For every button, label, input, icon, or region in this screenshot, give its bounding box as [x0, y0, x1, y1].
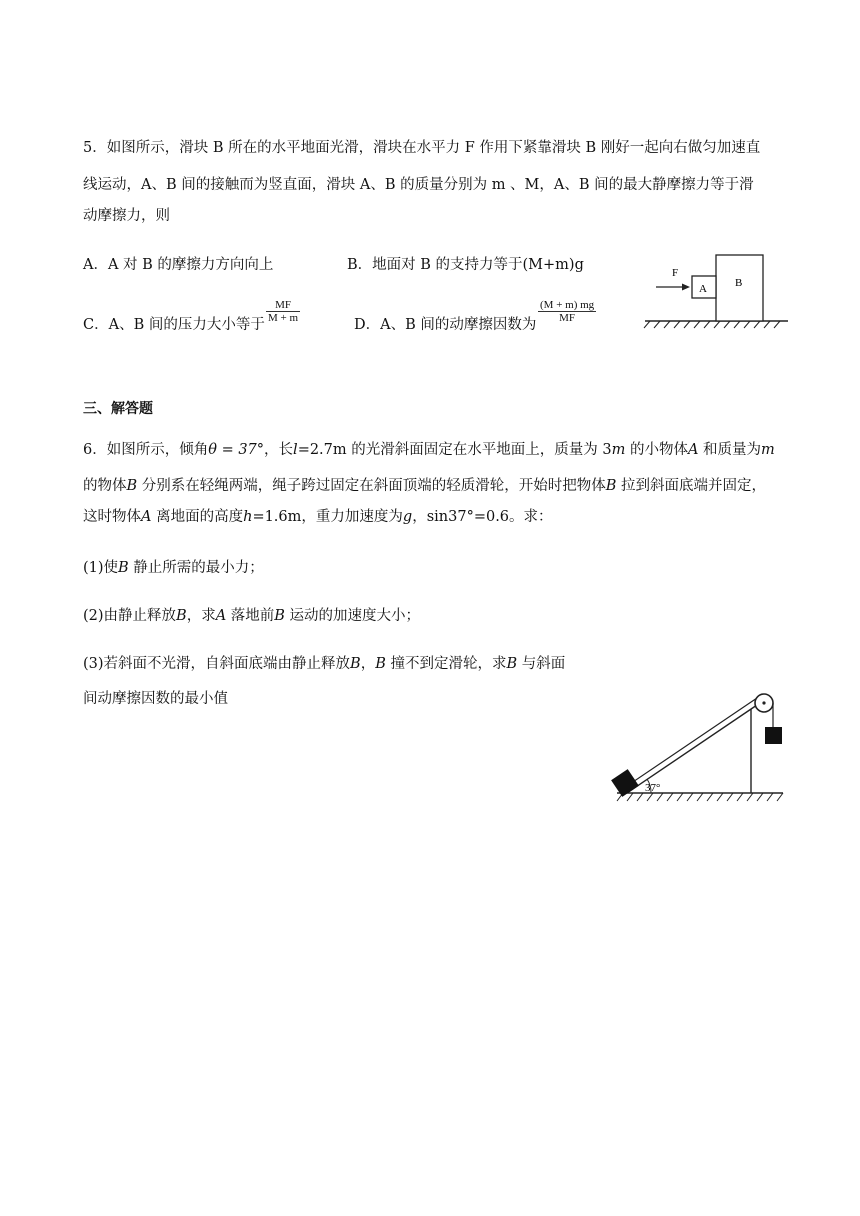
- q5-option-c-numerator: MF: [275, 299, 291, 311]
- block-a-label: A: [699, 283, 707, 295]
- text: 撞不到定滑轮，求: [385, 656, 507, 672]
- rope-along-incline: [627, 698, 757, 786]
- var: B: [274, 608, 285, 624]
- text: 离地面的高度: [151, 509, 244, 525]
- var: A: [687, 442, 699, 458]
- var: B: [118, 560, 129, 576]
- q5-stem-line1: 5．如图所示，滑块 B 所在的水平地面光滑，滑块在水平力 F 作用下紧靠滑块 B 刚好一起向右做匀加速直: [83, 140, 761, 156]
- var: h: [243, 509, 253, 525]
- q6-part3-line2: 间动摩擦因数的最小值: [83, 691, 228, 707]
- text: 的小物体: [625, 442, 688, 458]
- angle-label: 37°: [645, 782, 661, 794]
- q6-line2: [83, 476, 766, 496]
- q5-option-d: D．A、B 间的动摩擦因数为: [354, 317, 537, 333]
- theta-formula: θ = 37°: [208, 442, 265, 458]
- pulley-axle: [762, 701, 765, 704]
- var: A: [215, 608, 227, 624]
- var: A: [141, 509, 152, 525]
- var: l: [293, 442, 298, 458]
- q5-option-c: C．A、B 间的压力大小等于: [83, 317, 265, 333]
- incline-surface: [627, 705, 757, 793]
- var: B: [375, 656, 386, 672]
- text: =1.6m，重力加速度为: [252, 509, 403, 525]
- text: (3)若斜面不光滑，自斜面底端由静止释放: [83, 656, 351, 672]
- text: =2.7m 的光滑斜面固定在水平地面上，质量为 3: [297, 442, 612, 458]
- text: 与斜面: [517, 656, 566, 672]
- text: ，sin37°=0.6。求：: [412, 509, 553, 525]
- text: 6．如图所示，倾角: [83, 442, 209, 458]
- text: 分别系在轻绳两端，绳子跨过固定在斜面顶端的轻质滑轮，开始时把物体: [137, 478, 606, 494]
- q6-part2: [83, 606, 420, 626]
- block-a: [765, 727, 782, 744]
- var: m: [761, 442, 775, 458]
- var: B: [350, 656, 361, 672]
- q5-blocks-figure: [640, 250, 800, 330]
- text: 和质量为: [698, 442, 762, 458]
- q5-option-b: B．地面对 B 的支持力等于(M+m)g: [347, 257, 584, 273]
- q5-option-d-denominator: MF: [559, 312, 576, 324]
- var: g: [402, 509, 413, 525]
- text: ，求: [186, 608, 216, 624]
- force-label: F: [672, 267, 679, 279]
- text: 拉到斜面底端并固定，: [616, 478, 767, 494]
- var: B: [176, 608, 187, 624]
- var: B: [605, 478, 617, 494]
- q6-part1: [83, 558, 264, 578]
- q5-stem-line3: 动摩擦力，则: [83, 208, 170, 224]
- var: m: [611, 442, 626, 458]
- var: B: [506, 656, 518, 672]
- q5-option-d-numerator: (M + m) mg: [540, 299, 595, 311]
- text: ，: [360, 656, 376, 672]
- q6-line1: [83, 440, 775, 460]
- q6-part3: [83, 654, 565, 674]
- text: 静止所需的最小力；: [128, 560, 264, 576]
- text: 运动的加速度大小；: [284, 608, 421, 624]
- q6-line3: [83, 507, 553, 527]
- text: ，长: [264, 442, 294, 458]
- block-b-label: B: [735, 277, 743, 289]
- text: 落地前: [226, 608, 275, 624]
- section-title: 三、解答题: [83, 401, 153, 417]
- text: 这时物体: [83, 509, 141, 525]
- q6-incline-figure: [605, 685, 800, 810]
- q5-option-c-denominator: M + m: [268, 312, 299, 324]
- text: (1)使: [83, 560, 119, 576]
- q5-stem-line2: 线运动，A、B 间的接触而为竖直面，滑块 A、B 的质量分别为 m 、M，A、B 间的最大静摩擦力等于滑: [83, 177, 754, 193]
- text: 的物体: [83, 478, 127, 494]
- q5-option-a: A．A 对 B 的摩擦力方向向上: [83, 257, 274, 273]
- text: (2)由静止释放: [83, 608, 177, 624]
- q5-option-d-fraction: [538, 299, 596, 324]
- var: B: [126, 478, 138, 494]
- arrow-head-icon: [682, 284, 690, 291]
- q5-option-c-fraction: [266, 299, 300, 324]
